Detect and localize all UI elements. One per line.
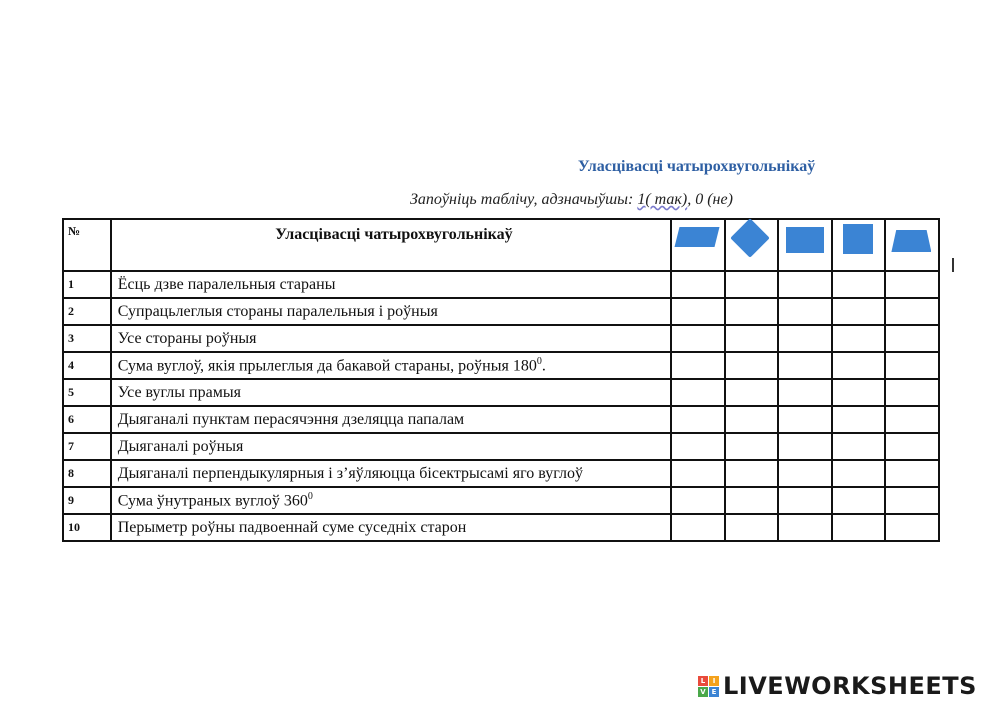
row-number: 8 <box>63 460 111 487</box>
row-property-text: Усе стораны роўныя <box>117 329 257 347</box>
answer-cell-square[interactable] <box>832 406 886 433</box>
degree-superscript: 0 <box>536 355 542 367</box>
row-property-text: Сума ўнутраных вуглоў 360 <box>117 492 308 510</box>
answer-cell-trapezoid[interactable] <box>885 514 939 541</box>
row-number: 2 <box>63 298 111 325</box>
answer-cell-square[interactable] <box>832 460 886 487</box>
answer-cell-square[interactable] <box>832 298 886 325</box>
table-row <box>63 406 939 433</box>
row-number: 4 <box>63 352 111 379</box>
row-property <box>111 406 671 433</box>
answer-cell-rhombus[interactable] <box>725 460 779 487</box>
row-property <box>111 460 671 487</box>
header-properties: Уласцівасці чатырохвугольнікаў <box>111 219 671 271</box>
answer-cell-rectangle[interactable] <box>778 433 832 460</box>
header-number: № <box>63 219 111 271</box>
answer-cell-parallelogram[interactable] <box>671 514 725 541</box>
row-property <box>111 379 671 406</box>
row-property-suffix: . <box>541 357 546 375</box>
table-row <box>63 433 939 460</box>
answer-cell-parallelogram[interactable] <box>671 379 725 406</box>
answer-cell-parallelogram[interactable] <box>671 460 725 487</box>
answer-cell-square[interactable] <box>832 433 886 460</box>
row-property <box>111 487 671 514</box>
answer-cell-trapezoid[interactable] <box>885 298 939 325</box>
square-icon <box>843 224 873 254</box>
logo-letter-tile: E <box>709 687 719 697</box>
table-header-row <box>63 219 939 271</box>
answer-cell-parallelogram[interactable] <box>671 487 725 514</box>
logo-letter-tile: V <box>698 687 708 697</box>
instructions-text: Запоўніць таблічу, адзначыўшы: <box>410 191 638 208</box>
table-row <box>63 487 939 514</box>
answer-cell-trapezoid[interactable] <box>885 460 939 487</box>
answer-cell-rectangle[interactable] <box>778 352 832 379</box>
answer-cell-parallelogram[interactable] <box>671 352 725 379</box>
answer-cell-rhombus[interactable] <box>725 433 779 460</box>
row-property <box>111 514 671 541</box>
rectangle-icon <box>786 227 824 253</box>
margin-mark <box>952 258 954 272</box>
answer-cell-rhombus[interactable] <box>725 379 779 406</box>
worksheet-instructions <box>410 191 733 209</box>
answer-cell-square[interactable] <box>832 487 886 514</box>
row-number: 5 <box>63 379 111 406</box>
answer-cell-parallelogram[interactable] <box>671 433 725 460</box>
properties-table <box>62 218 940 542</box>
row-property-text: Ёсць дзве паралельныя стараны <box>117 275 336 293</box>
table-row <box>63 379 939 406</box>
row-property <box>111 298 671 325</box>
table-row <box>63 298 939 325</box>
answer-cell-trapezoid[interactable] <box>885 352 939 379</box>
instructions-no-value: , 0 (не) <box>687 191 733 208</box>
answer-cell-rhombus[interactable] <box>725 352 779 379</box>
answer-cell-square[interactable] <box>832 514 886 541</box>
header-shape-trapezoid <box>885 219 939 271</box>
row-property <box>111 271 671 298</box>
row-property <box>111 325 671 352</box>
header-shape-square <box>832 219 886 271</box>
answer-cell-parallelogram[interactable] <box>671 271 725 298</box>
row-number: 1 <box>63 271 111 298</box>
header-shape-rectangle <box>778 219 832 271</box>
answer-cell-square[interactable] <box>832 325 886 352</box>
row-property-text: Сума вуглоў, якія прылеглыя да бакавой стараны, роўныя 180 <box>117 357 537 375</box>
row-property-text: Дыяганалі перпендыкулярныя і з’яўляюцца бісектрысамі яго вуглоў <box>117 464 583 482</box>
answer-cell-rectangle[interactable] <box>778 514 832 541</box>
table-row <box>63 271 939 298</box>
row-number: 10 <box>63 514 111 541</box>
answer-cell-rectangle[interactable] <box>778 379 832 406</box>
table-row <box>63 460 939 487</box>
row-property-text: Дыяганалі пунктам перасячэння дзеляцца папалам <box>117 410 465 428</box>
parallelogram-icon <box>675 227 720 247</box>
answer-cell-rectangle[interactable] <box>778 325 832 352</box>
trapezoid-icon <box>891 230 931 252</box>
row-property <box>111 352 671 379</box>
row-property-text: Усе вуглы прамыя <box>117 383 241 401</box>
row-number: 9 <box>63 487 111 514</box>
row-number: 3 <box>63 325 111 352</box>
answer-cell-parallelogram[interactable] <box>671 298 725 325</box>
table-row <box>63 325 939 352</box>
answer-cell-rhombus[interactable] <box>725 298 779 325</box>
answer-cell-rhombus[interactable] <box>725 514 779 541</box>
answer-cell-rectangle[interactable] <box>778 298 832 325</box>
rhombus-icon <box>730 218 770 258</box>
row-property <box>111 433 671 460</box>
row-property-text: Дыяганалі роўныя <box>117 437 244 455</box>
answer-cell-rectangle[interactable] <box>778 487 832 514</box>
brand-name: LIVEWORKSHEETS <box>723 672 977 700</box>
logo-letter-tile: I <box>709 676 719 686</box>
row-property-text: Супрацьлеглыя стораны паралельныя і роўныя <box>117 302 438 320</box>
header-shape-rhombus <box>725 219 779 271</box>
answer-cell-trapezoid[interactable] <box>885 487 939 514</box>
answer-cell-square[interactable] <box>832 271 886 298</box>
liveworksheets-logo <box>698 672 977 700</box>
answer-cell-square[interactable] <box>832 352 886 379</box>
answer-cell-parallelogram[interactable] <box>671 325 725 352</box>
header-shape-parallelogram <box>671 219 725 271</box>
answer-cell-trapezoid[interactable] <box>885 271 939 298</box>
answer-cell-trapezoid[interactable] <box>885 406 939 433</box>
row-number: 7 <box>63 433 111 460</box>
answer-cell-rhombus[interactable] <box>725 406 779 433</box>
table-row <box>63 514 939 541</box>
answer-cell-trapezoid[interactable] <box>885 433 939 460</box>
answer-cell-rhombus[interactable] <box>725 487 779 514</box>
table-row <box>63 352 939 379</box>
answer-cell-rectangle[interactable] <box>778 271 832 298</box>
worksheet-title: Уласцівасці чатырохвугольнікаў <box>577 158 816 175</box>
row-number: 6 <box>63 406 111 433</box>
degree-superscript: 0 <box>307 490 313 502</box>
instructions-yes-value: 1( так) <box>637 191 688 208</box>
logo-letter-tile: L <box>698 676 708 686</box>
answer-cell-parallelogram[interactable] <box>671 406 725 433</box>
answer-cell-square[interactable] <box>832 379 886 406</box>
row-property-text: Перыметр роўны падвоеннай суме суседніх старон <box>117 518 467 536</box>
answer-cell-rectangle[interactable] <box>778 460 832 487</box>
answer-cell-trapezoid[interactable] <box>885 325 939 352</box>
answer-cell-rhombus[interactable] <box>725 271 779 298</box>
answer-cell-trapezoid[interactable] <box>885 379 939 406</box>
logo-grid-icon <box>698 676 719 697</box>
answer-cell-rhombus[interactable] <box>725 325 779 352</box>
answer-cell-rectangle[interactable] <box>778 406 832 433</box>
